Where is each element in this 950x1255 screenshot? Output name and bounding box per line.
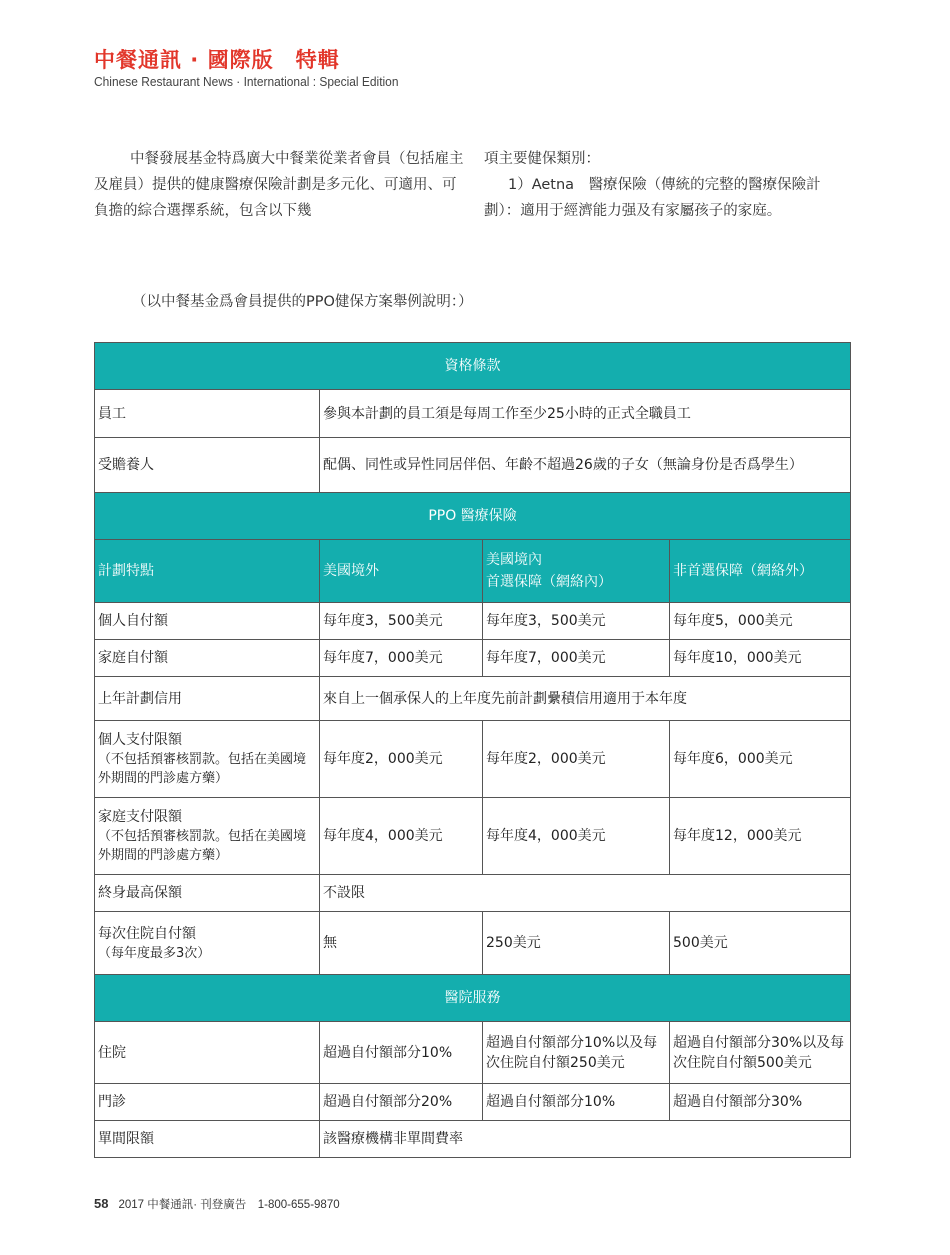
table-row-label: 終身最高保額 xyxy=(95,875,320,912)
footer-text: 2017 中餐通訊· 刊登廣告 1-800-655-9870 xyxy=(118,1199,340,1211)
table-row-label xyxy=(95,721,320,798)
col-header-feature: 計劃特點 xyxy=(95,540,320,603)
intro-aetna-item: 1）Aetna 醫療保險（傳統的完整的醫療保險計劃）：適用于經濟能力强及有家屬孩子的家庭。 xyxy=(484,177,821,219)
table-cell: 每年度2，000美元 xyxy=(320,721,483,798)
ppo-plan-table xyxy=(94,342,851,1158)
col-header-inside-us: 美國境內 xyxy=(486,552,542,568)
row-sub-label: （不包括預審核罰款。包括在美國境外期間的門診處方藥） xyxy=(98,829,307,863)
table-cell: 250美元 xyxy=(483,912,670,975)
hospital-band: 醫院服務 xyxy=(95,975,851,1022)
table-cell: 每年度7，000美元 xyxy=(483,640,670,677)
table-cell: 無 xyxy=(320,912,483,975)
col-header-preferred: 首選保障（網絡內） xyxy=(486,574,612,590)
table-cell: 每年度5，000美元 xyxy=(670,603,851,640)
table-row-label: 住院 xyxy=(95,1022,320,1084)
row-main-label: 每次住院自付額 xyxy=(98,925,196,942)
table-cell: 每年度3，500美元 xyxy=(320,603,483,640)
col-header-outside-us: 美國境外 xyxy=(320,540,483,603)
intro-paragraph: 中餐發展基金特爲廣大中餐業從業者會員（包括雇主及雇員）提供的健康醫療保險計劃是多元化、可適用、可負擔的綜合選擇系統，包含以下幾 xyxy=(94,151,464,219)
intro-right-column xyxy=(484,146,854,224)
table-row-label: 家庭自付額 xyxy=(95,640,320,677)
col-header-out-network: 非首選保障（網絡外） xyxy=(670,540,851,603)
table-cell: 每年度12，000美元 xyxy=(670,798,851,875)
table-row-label: 個人自付額 xyxy=(95,603,320,640)
eligibility-band: 資格條款 xyxy=(95,343,851,390)
page-footer xyxy=(94,1196,340,1212)
col-header-in-network xyxy=(483,540,670,603)
row-sub-label: （每年度最多3次） xyxy=(98,945,211,961)
employee-value: 參與本計劃的員工須是每周工作至少25小時的正式全職員工 xyxy=(320,390,851,438)
table-cell: 每年度4，000美元 xyxy=(320,798,483,875)
row-main-label: 個人支付限額 xyxy=(98,732,182,748)
page-number: 58 xyxy=(94,1196,109,1211)
table-cell: 每年度4，000美元 xyxy=(483,798,670,875)
table-cell: 超過自付額部分30% xyxy=(670,1084,851,1121)
table-cell: 超過自付額部分30%以及每次住院自付額500美元 xyxy=(670,1022,851,1084)
table-row-label: 上年計劃信用 xyxy=(95,677,320,721)
table-cell: 超過自付額部分10% xyxy=(483,1084,670,1121)
row-sub-label: （不包括預審核罰款。包括在美國境外期間的門診處方藥） xyxy=(98,752,307,786)
dependent-label: 受贍養人 xyxy=(95,438,320,493)
masthead xyxy=(94,48,425,90)
masthead-title-en: Chinese Restaurant News · International : Special Edition xyxy=(94,74,399,89)
table-cell: 超過自付額部分10% xyxy=(320,1022,483,1084)
ppo-band: PPO 醫療保險 xyxy=(95,493,851,540)
intro-left-column xyxy=(94,146,464,224)
table-cell: 該醫療機構非單間費率 xyxy=(320,1121,851,1158)
employee-label: 員工 xyxy=(95,390,320,438)
table-cell: 每年度7，000美元 xyxy=(320,640,483,677)
table-cell: 500美元 xyxy=(670,912,851,975)
masthead-title-zh: 中餐通訊 · 國際版 特輯 xyxy=(94,48,340,72)
table-cell: 來自上一個承保人的上年度先前計劃纍積信用適用于本年度 xyxy=(320,677,851,721)
ppo-example-note: （以中餐基金爲會員提供的PPO健保方案舉例說明：） xyxy=(132,294,473,310)
table-row-label: 單間限額 xyxy=(95,1121,320,1158)
table-cell: 每年度3，500美元 xyxy=(483,603,670,640)
table-cell: 每年度6，000美元 xyxy=(670,721,851,798)
table-cell: 不設限 xyxy=(320,875,851,912)
table-row-label xyxy=(95,912,320,975)
row-main-label: 家庭支付限額 xyxy=(98,809,182,825)
table-row-label xyxy=(95,798,320,875)
table-row-label: 門診 xyxy=(95,1084,320,1121)
intro-continuation: 項主要健保類別： xyxy=(484,151,600,167)
table-cell: 每年度10，000美元 xyxy=(670,640,851,677)
table-cell: 超過自付額部分20% xyxy=(320,1084,483,1121)
table-cell: 超過自付額部分10%以及每次住院自付額250美元 xyxy=(483,1022,670,1084)
dependent-value: 配偶、同性或异性同居伴侶、年齡不超過26歲的子女（無論身份是否爲學生） xyxy=(320,438,851,493)
table-cell: 每年度2，000美元 xyxy=(483,721,670,798)
